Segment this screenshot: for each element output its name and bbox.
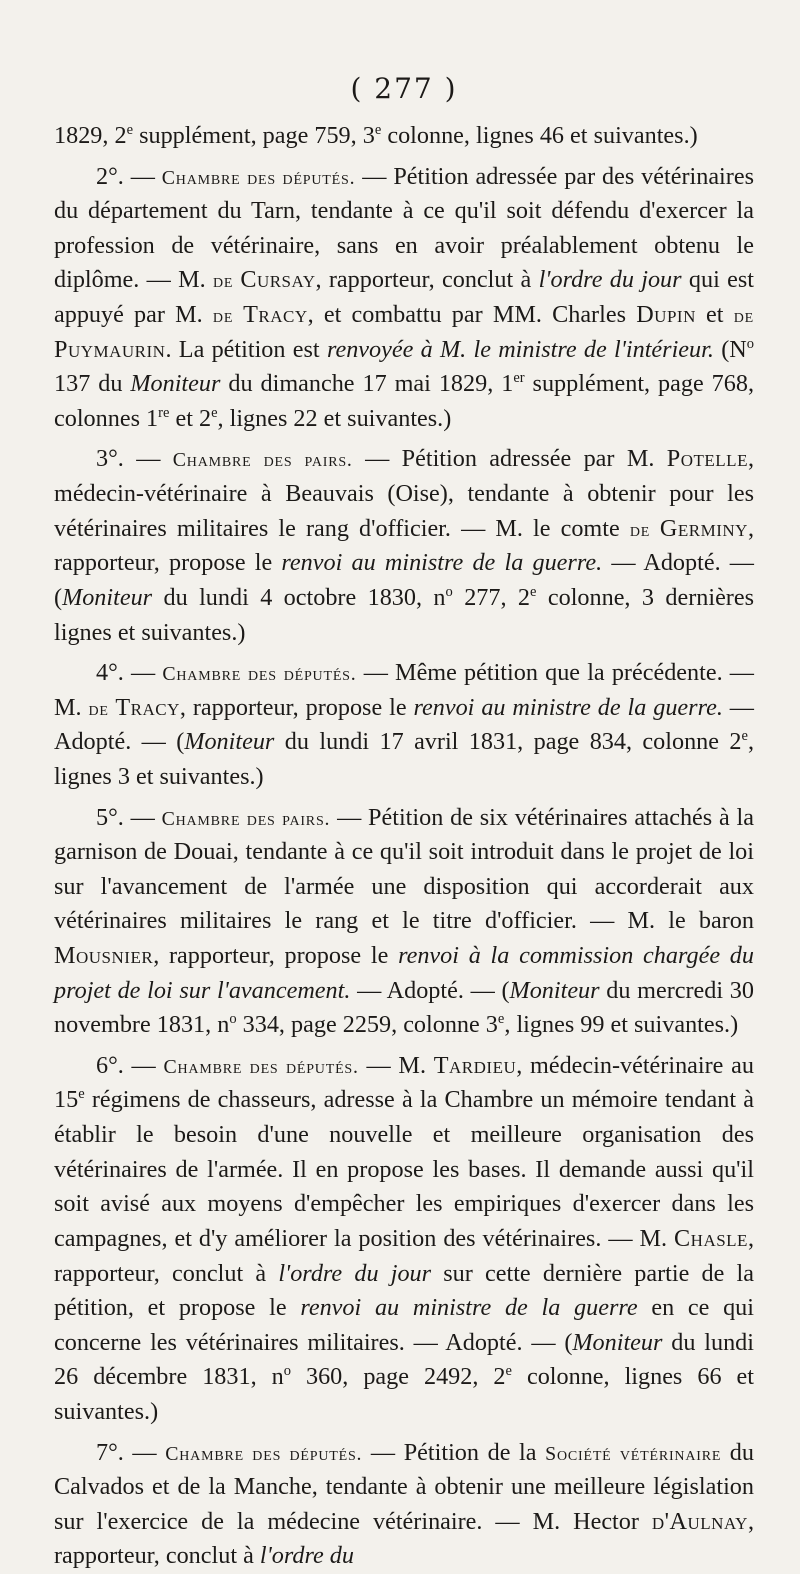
entry-paragraph-p2 bbox=[54, 160, 754, 437]
text-segment: Germiny bbox=[659, 514, 748, 542]
text-segment: Tracy bbox=[243, 301, 308, 329]
text-segment: , rapporteur, propose le bbox=[179, 693, 414, 721]
text-segment: , médecin-vétérinaire au 15 bbox=[54, 1051, 754, 1114]
text-segment: e bbox=[505, 1363, 512, 1380]
text-segment: , rapporteur, propose le bbox=[153, 942, 399, 970]
text-segment: colonne, lignes 66 et suivantes.) bbox=[54, 1363, 754, 1425]
text-segment: l'ordre du jour bbox=[278, 1259, 432, 1287]
text-segment: 2°. — bbox=[96, 162, 162, 190]
text-segment: — M. bbox=[358, 1051, 434, 1079]
text-segment: l'ordre du bbox=[259, 1542, 354, 1570]
text-segment: Dupin bbox=[636, 301, 696, 329]
text-segment: 7°. — bbox=[96, 1438, 166, 1466]
text-segment: e bbox=[741, 728, 748, 745]
text-segment: o bbox=[229, 1011, 237, 1028]
text-segment: (N bbox=[713, 335, 747, 363]
text-segment: et 2 bbox=[169, 404, 212, 432]
text-segment: . La pétition est bbox=[165, 335, 327, 363]
text-segment: du lundi 17 avril 1831, page 834, colonne 2 bbox=[274, 728, 742, 756]
text-segment: , lignes 22 et suivantes.) bbox=[217, 404, 452, 432]
text-segment: — Adopté. — ( bbox=[350, 976, 510, 1004]
page-number: ( 277 ) bbox=[350, 72, 458, 105]
text-segment: Tardieu bbox=[433, 1051, 517, 1079]
text-segment: Moniteur bbox=[62, 583, 153, 611]
text-segment: Chambre des députés. bbox=[165, 1442, 363, 1465]
entry-paragraph-p7 bbox=[54, 1436, 754, 1574]
text-segment: Mousnier bbox=[54, 942, 154, 970]
text-segment: Chambre des députés. bbox=[162, 663, 357, 686]
text-segment: colonne, 3 dernières lignes et suivantes.) bbox=[54, 583, 755, 646]
text-segment: 3°. — bbox=[96, 445, 173, 473]
text-segment: sur cette dernière partie de la pétition, et propose le bbox=[54, 1259, 754, 1322]
text-segment: — Même pétition que la précédente. — M. bbox=[54, 659, 754, 721]
text-segment: renvoi au ministre de la guerre. bbox=[413, 693, 723, 721]
text-segment: Chambre des députés. bbox=[163, 1055, 359, 1078]
text-segment: Moniteur bbox=[509, 976, 600, 1004]
text-segment: Moniteur bbox=[572, 1328, 663, 1356]
text-segment: supplément, page 759, 3 bbox=[133, 122, 375, 149]
text-segment: e bbox=[497, 1011, 505, 1028]
text-segment: , médecin-vétérinaire à Beauvais (Oise), tendante à obtenir pour les vétérinaires militaires le rang d'officier. — M. le comte bbox=[54, 445, 754, 542]
text-segment: — Adopté. — ( bbox=[54, 693, 754, 756]
text-segment: renvoyée à M. le ministre de l'intérieur. bbox=[326, 335, 714, 363]
text-segment: d'Aulnay bbox=[651, 1507, 748, 1535]
text-segment: Puymaurin bbox=[54, 335, 166, 363]
text-segment: de bbox=[88, 697, 116, 720]
text-segment: 1829, 2 bbox=[54, 122, 127, 149]
text-segment: Chambre des députés. bbox=[161, 166, 356, 189]
text-segment: du lundi 4 octobre 1830, n bbox=[152, 583, 446, 611]
text-segment: de bbox=[733, 305, 754, 328]
text-segment: 277, 2 bbox=[452, 583, 531, 611]
text-segment: 360, page 2492, 2 bbox=[290, 1363, 506, 1391]
text-segment: 5°. — bbox=[96, 803, 162, 831]
text-segment: o bbox=[445, 583, 453, 600]
text-segment: Société vétérinaire bbox=[545, 1442, 722, 1465]
text-segment: 4°. — bbox=[96, 659, 163, 687]
text-segment: er bbox=[513, 370, 525, 387]
text-segment: — Adopté. — ( bbox=[54, 549, 754, 611]
text-segment: e bbox=[530, 583, 537, 600]
text-segment: du lundi 26 décembre 1831, n bbox=[54, 1328, 754, 1391]
text-segment: o bbox=[746, 335, 754, 352]
text-segment: , rapporteur, conclut à bbox=[54, 1507, 754, 1570]
text-segment: Chasle bbox=[674, 1224, 748, 1252]
text-segment: du dimanche 17 mai 1829, 1 bbox=[220, 370, 514, 398]
text-segment: Chambre des pairs. bbox=[161, 807, 331, 830]
text-segment: — Pétition de six vétérinaires attachés à la garnison de Douai, tendante à ce qu'il soit introduit dans le projet de loi sur l'avancement de l'armée une disposition qui accorderait aux vétérinaires militaires le rang et le titre d'officier. — M. le baron bbox=[54, 803, 754, 935]
text-segment: Moniteur bbox=[130, 370, 221, 398]
text-segment: — Pétition adressée par M. bbox=[352, 445, 667, 473]
text-segment: Moniteur bbox=[184, 728, 275, 756]
text-segment: de bbox=[629, 518, 660, 541]
text-segment: du Calvados et de la Manche, tendante à obtenir une meilleure législation sur l'exercice de la médecine vétérinaire. — M. Hector bbox=[54, 1438, 754, 1535]
text-segment: e bbox=[78, 1086, 85, 1103]
text-segment: en ce qui concerne les vétérinaires militaires. — Adopté. — ( bbox=[54, 1294, 754, 1356]
text-segment: Cursay bbox=[240, 266, 316, 294]
text-segment: o bbox=[283, 1363, 291, 1380]
text-segment: de bbox=[212, 305, 244, 328]
text-segment: e bbox=[211, 404, 218, 421]
text-segment: de bbox=[213, 270, 241, 293]
text-segment: 137 du bbox=[54, 370, 131, 398]
text-segment: — Pétition adressée par des vétérinaires du département du Tarn, tendante à ce qu'il soit défendu d'exercer la profession de vétérinaire, sans en avoir préalablement obtenu le diplôme. — M. bbox=[54, 162, 754, 294]
text-segment: , lignes 3 et suivantes.) bbox=[54, 728, 754, 790]
text-segment: l'ordre du jour bbox=[538, 266, 682, 294]
text-segment: renvoi au ministre de la guerre. bbox=[281, 549, 603, 577]
text-segment: re bbox=[158, 404, 170, 421]
text-segment: , et combattu par MM. Charles bbox=[307, 301, 637, 329]
text-segment: , rapporteur, conclut à bbox=[54, 1224, 754, 1287]
text-segment: e bbox=[374, 121, 382, 138]
page-body bbox=[54, 119, 754, 1574]
text-segment: du mercredi 30 novembre 1831, n bbox=[54, 976, 754, 1039]
text-segment: 334, page 2259, colonne 3 bbox=[236, 1011, 498, 1039]
text-segment: Tracy bbox=[115, 693, 180, 721]
text-segment: 6°. — bbox=[96, 1051, 164, 1079]
text-segment: , rapporteur, conclut à bbox=[315, 266, 539, 294]
text-segment: renvoi à la commission chargée du projet de loi sur l'avancement. bbox=[54, 942, 754, 1004]
entry-paragraph-p5 bbox=[54, 801, 754, 1043]
text-segment: qui est appuyé par M. bbox=[54, 266, 754, 329]
entry-paragraph-p3 bbox=[54, 442, 754, 650]
entry-paragraph-p6 bbox=[54, 1049, 754, 1430]
text-segment: e bbox=[126, 121, 134, 138]
text-segment: — Pétition de la bbox=[362, 1438, 546, 1466]
text-segment: régimens de chasseurs, adresse à la Chambre un mémoire tendant à établir le besoin d'une nouvelle et meilleure organisation des vétérinaires de l'armée. Il en propose les bases. Il demande aussi qu'il soit avisé aux moyens d'empêcher les empiriques d'exercer dans les campagnes, et d'y améliorer la position des vétérinaires. — M. bbox=[54, 1086, 754, 1252]
text-segment: et bbox=[695, 301, 734, 329]
entry-paragraph-p4 bbox=[54, 656, 754, 794]
continuation-paragraph bbox=[54, 119, 754, 154]
text-segment: , rapporteur, propose le bbox=[54, 514, 754, 577]
text-segment: renvoi au ministre de la guerre bbox=[300, 1294, 638, 1322]
text-segment: Potelle bbox=[666, 445, 748, 473]
text-segment: Chambre des pairs. bbox=[172, 449, 353, 472]
text-segment: , lignes 99 et suivantes.) bbox=[504, 1011, 739, 1039]
text-segment: supplément, page 768, colonnes 1 bbox=[54, 370, 754, 432]
text-segment: colonne, lignes 46 et suivantes.) bbox=[381, 122, 698, 149]
